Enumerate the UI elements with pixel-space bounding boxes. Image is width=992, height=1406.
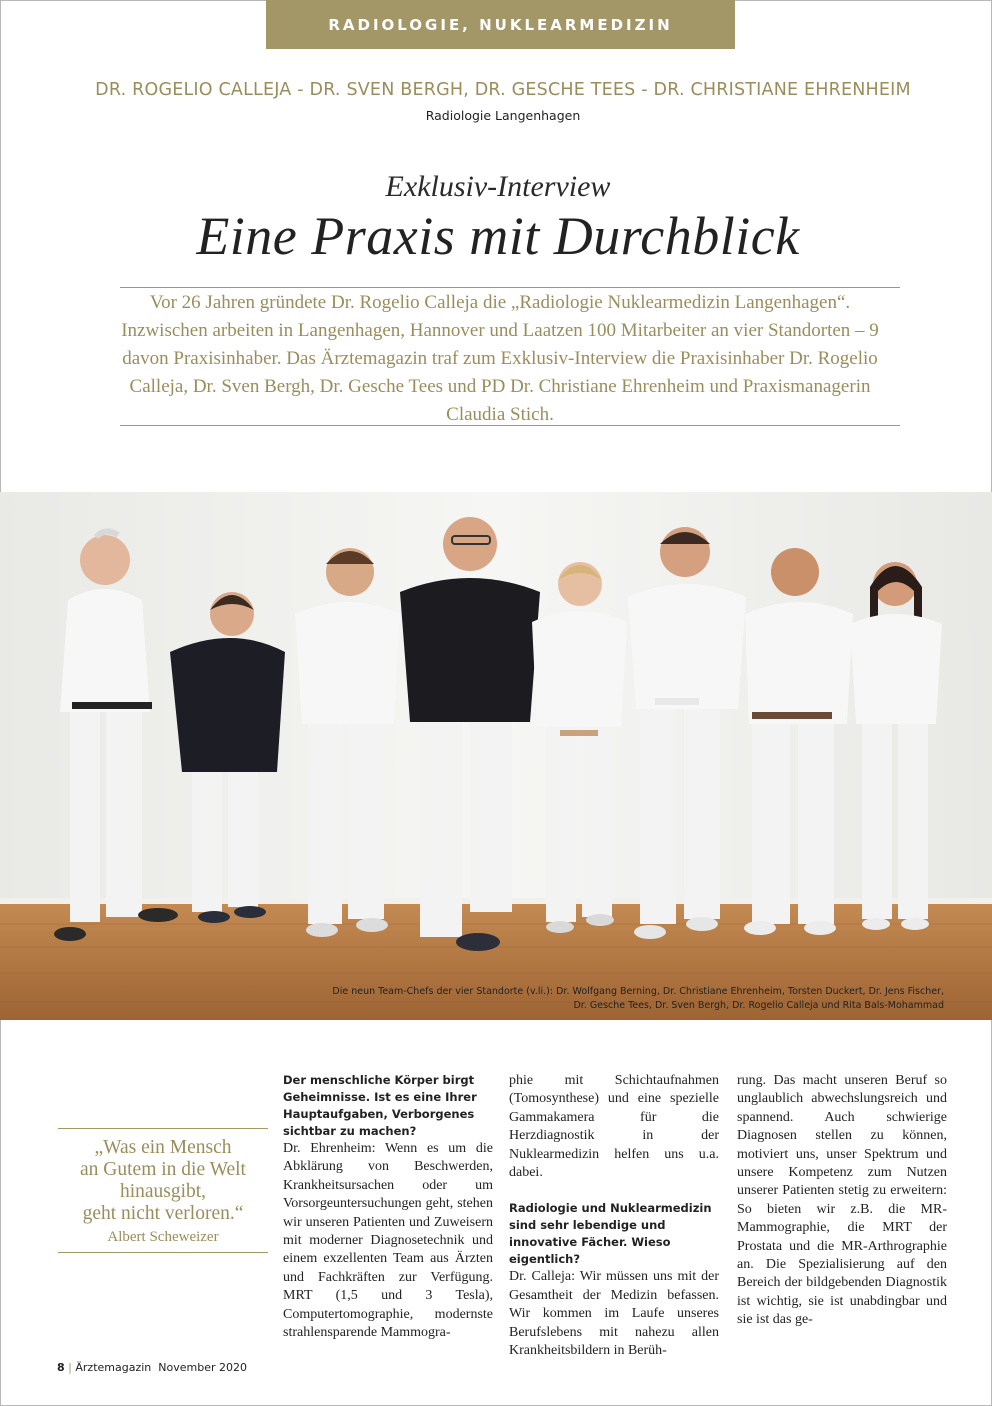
interview-answer: Dr. Calleja: Wir müssen uns mit der Gesamtheit der Medizin befassen. Wir kommen im Laufe unseres Berufslebens mit nahezu allen Krankheitsbildern in Berüh-: [509, 1269, 719, 1359]
page-footer: [57, 1361, 247, 1374]
quote-bottom-rule: [58, 1252, 268, 1253]
photo-caption: [244, 985, 944, 1013]
interview-answer: rung. Das macht unseren Beruf so unglaublich abwechslungsreich und spannend. Auch schwierige Diagnosen stellen zu können, motiviert uns, unser Spektrum und unsere Kompetenz zum Nutzen unserer Patienten stetig zu erweitern: So bieten wir z.B. die MR-Mammographie, die MRT der Prostata und die MR-Arthrographie an. Die Spezialisierung auf den Bereich der bildgebenden Diagnostik ist wichtig, sie ist unabdingbar und sie ist das ge-: [737, 1073, 947, 1328]
article-lead: Vor 26 Jahren gründete Dr. Rogelio Calleja die „Radiologie Nuklearmedizin Langenhagen“. Inzwischen arbeiten in Langenhagen, Hannover und Laatzen 100 Mitarbeiter an vier Standorten – 9 davon Praxisinhaber. Das Ärztemagazin traf zum Exklusiv-Interview die Praxisinhaber Dr. Rogelio Calleja, Dr. Sven Bergh, Dr. Gesche Tees und PD Dr. Christiane Ehrenheim und Praxismanagerin Claudia Stich.: [121, 292, 879, 425]
practice-name: Radiologie Langenhagen: [425, 108, 581, 123]
article-column-1: [283, 1072, 493, 1342]
article-column-2: [509, 1072, 719, 1360]
magazine-name: Ärztemagazin: [75, 1361, 152, 1374]
lead-top-rule: [120, 287, 900, 288]
quote-line: hinausgibt,: [119, 1181, 207, 1202]
team-photo: [0, 492, 992, 1020]
team-photo-illustration: [0, 492, 992, 1020]
page-number: 8: [57, 1361, 65, 1374]
quote-line: an Gutem in die Welt: [80, 1159, 246, 1180]
interview-answer: phie mit Schichtaufnahmen (Tomosynthese) und eine spezielle Gammakamera für die Herzdiagnostik in der Nuklearmedizin helfen uns u.a. dabei.: [509, 1073, 719, 1181]
quote-line: geht nicht verloren.“: [82, 1203, 244, 1224]
interview-question: Der menschliche Körper birgt Geheimnisse. Ist es eine Ihrer Hauptaufgaben, Verborgenes sichtbar zu machen?: [283, 1073, 477, 1138]
caption-line-2: Dr. Gesche Tees, Dr. Sven Bergh, Dr. Rogelio Calleja und Rita Bals-Mohammad: [573, 1000, 944, 1011]
section-banner: RADIOLOGIE, NUKLEARMEDIZIN: [266, 0, 735, 49]
doctors-names: DR. ROGELIO CALLEJA - DR. SVEN BERGH, DR. GESCHE TEES - DR. CHRISTIANE EHRENHEIM: [95, 80, 911, 100]
article-kicker: Exklusiv-Interview: [385, 170, 611, 203]
quote-author: Albert Scheweizer: [107, 1229, 219, 1245]
article-headline: Eine Praxis mit Durchblick: [196, 206, 800, 266]
pull-quote: [58, 1128, 268, 1253]
quote-line: „Was ein Mensch: [94, 1137, 232, 1158]
interview-question: Radiologie und Nuklearmedizin sind sehr lebendige und innovative Fächer. Wieso eigentlich?: [509, 1201, 712, 1267]
lead-bottom-rule: [120, 425, 900, 426]
article-column-3: [737, 1072, 947, 1330]
caption-line-1: Die neun Team-Chefs der vier Standorte (v.li.): Dr. Wolfgang Berning, Dr. Christiane Ehrenheim, Torsten Duckert, Dr. Jens Fischer,: [332, 986, 944, 997]
footer-separator: |: [68, 1361, 72, 1374]
interview-answer: Dr. Ehrenheim: Wenn es um die Abklärung von Beschwerden, Krankheitsursachen oder um Vorsorgeuntersuchungen geht, stehen wir unseren Patienten und Zuweisern mit moderner Diagnosetechnik und einem exzellenten Team aus Ärzten und Fachkräften zur Verfügung. MRT (1,5 und 3 Tesla), Computertomographie, modernste strahlensparende Mammogra-: [283, 1141, 493, 1341]
quote-text: [58, 1129, 268, 1225]
issue-date: November 2020: [158, 1361, 247, 1374]
